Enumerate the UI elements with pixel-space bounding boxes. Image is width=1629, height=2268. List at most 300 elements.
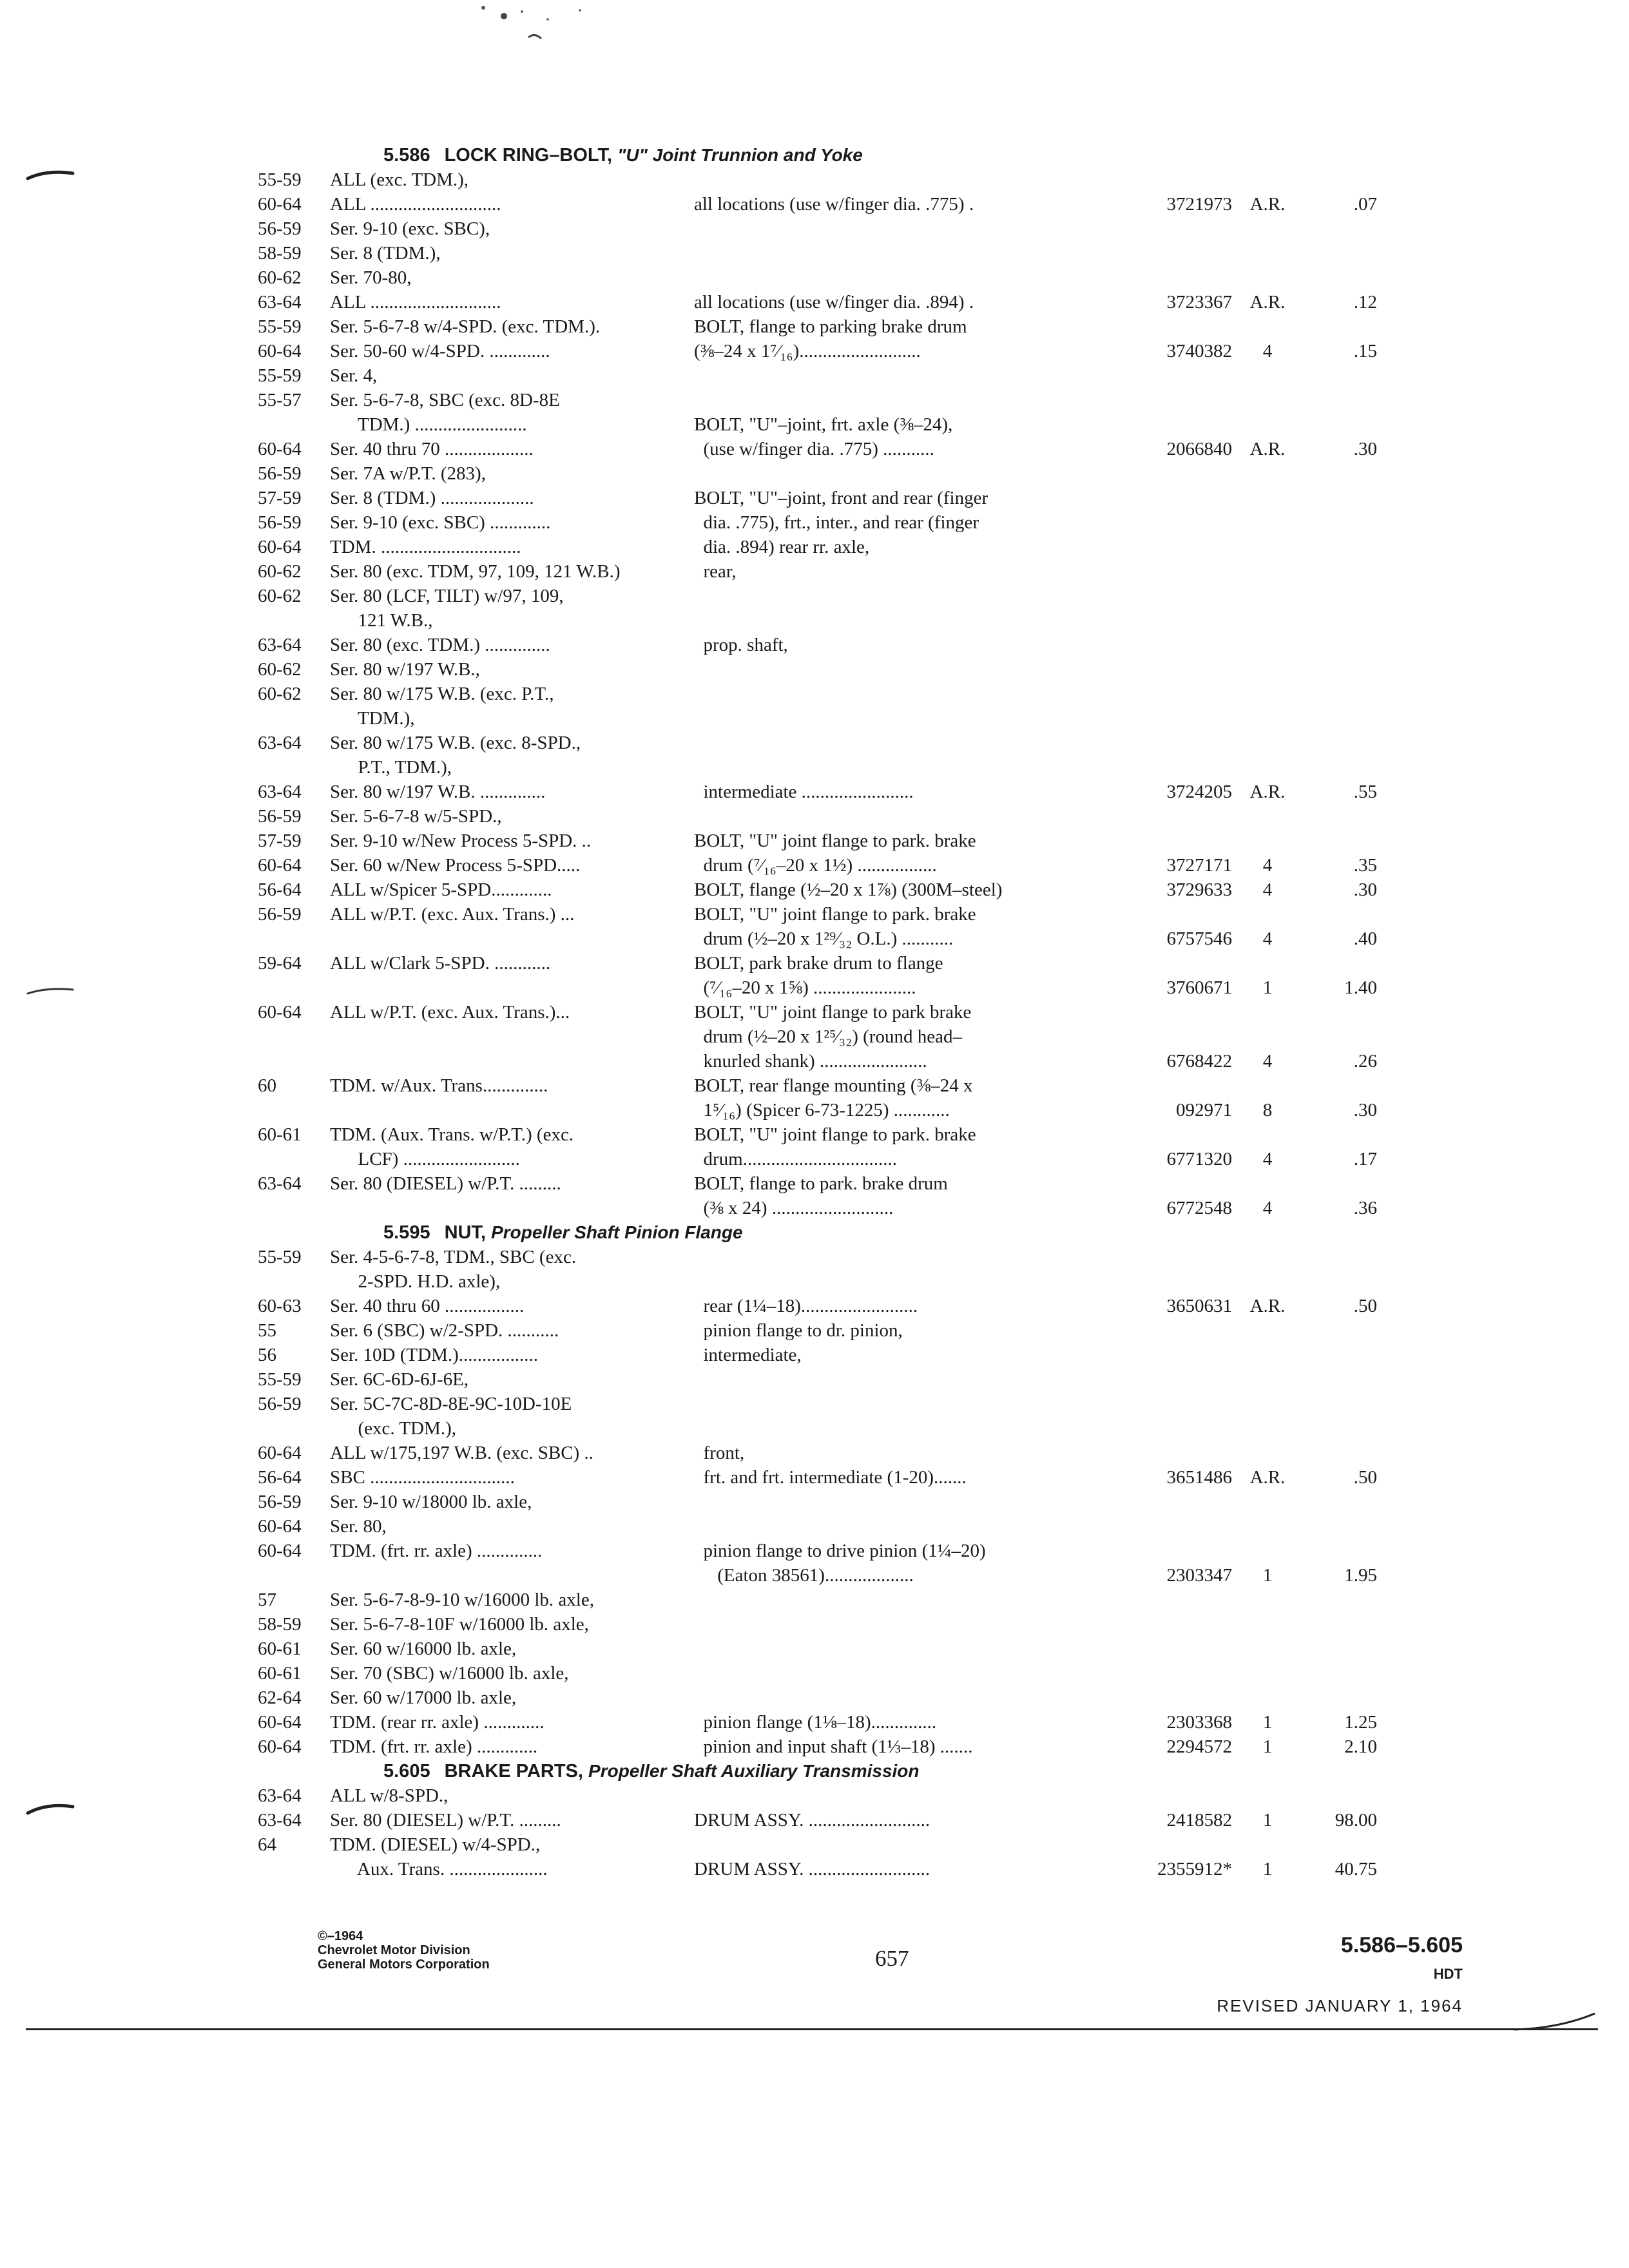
price-cell (1303, 388, 1377, 412)
parts-row (258, 1832, 1482, 1857)
price-cell (1303, 1588, 1377, 1612)
part-number-cell (1126, 829, 1232, 853)
footer-rule (26, 2028, 1598, 2030)
part-number-cell (1126, 461, 1232, 486)
price-cell (1303, 168, 1377, 192)
years-cell: 64 (258, 1834, 276, 1855)
quantity-cell (1232, 265, 1303, 290)
quantity-cell (1232, 363, 1303, 388)
price-cell (1303, 682, 1377, 706)
price-cell: .30 (1353, 1100, 1377, 1120)
parts-row (258, 412, 1482, 437)
years-cell: 55-59 (258, 365, 302, 386)
price-cell (1303, 902, 1377, 927)
quantity-cell (1232, 1245, 1303, 1269)
quantity-cell (1232, 1269, 1303, 1294)
price-cell (1303, 1514, 1377, 1539)
application-cell: Ser. 70 (SBC) w/16000 lb. axle, (330, 1663, 569, 1684)
parts-row (258, 1098, 1482, 1122)
section-number: 5.595 (383, 1222, 430, 1243)
application-cell: Ser. 7A w/P.T. (283), (330, 463, 486, 484)
application-cell: Ser. 50-60 w/4-SPD. ............. (330, 341, 550, 361)
description-cell: dia. .894) rear rr. axle, (694, 537, 870, 557)
parts-row (258, 1637, 1482, 1661)
quantity-cell (1232, 241, 1303, 265)
quantity-cell (1232, 1514, 1303, 1539)
parts-row (258, 290, 1482, 314)
description-cell (694, 388, 1126, 412)
price-cell (1303, 608, 1377, 633)
application-cell: Ser. 40 thru 60 ................. (330, 1296, 525, 1316)
parts-row (258, 168, 1482, 192)
years-cell: 57-59 (258, 488, 302, 508)
price-cell: .12 (1353, 292, 1377, 312)
years-cell: 55-59 (258, 1369, 302, 1390)
price-cell (1303, 584, 1377, 608)
quantity-cell (1232, 657, 1303, 682)
years-cell (258, 1563, 330, 1588)
part-number-cell (1126, 804, 1232, 829)
part-number-cell: 3723367 (1166, 292, 1232, 312)
years-cell: 60-64 (258, 855, 302, 876)
parts-row (258, 535, 1482, 559)
price-cell (1303, 657, 1377, 682)
section-subtitle: "U" Joint Trunnion and Yoke (617, 145, 863, 165)
quantity-cell (1232, 559, 1303, 584)
years-cell (258, 755, 330, 780)
years-cell: 55-59 (258, 169, 302, 190)
price-cell (1303, 951, 1377, 975)
quantity-cell (1232, 1490, 1303, 1514)
binder-hole-mark-middle (24, 981, 76, 1000)
section-title: NUT, (444, 1222, 487, 1243)
years-cell: 60-61 (258, 1639, 302, 1659)
price-cell (1303, 755, 1377, 780)
application-cell: 121 W.B., (330, 610, 433, 631)
parts-row (258, 853, 1482, 878)
application-cell: Ser. 60 w/New Process 5-SPD..... (330, 855, 581, 876)
quantity-cell (1232, 1171, 1303, 1196)
section-range-code (1341, 1933, 1463, 1983)
quantity-cell: A.R. (1249, 1467, 1286, 1488)
years-cell: 63-64 (258, 733, 302, 753)
price-cell (1303, 1269, 1377, 1294)
section-title: BRAKE PARTS, (444, 1761, 583, 1782)
years-cell: 63-64 (258, 635, 302, 655)
description-cell: (⅜ x 24) .......................... (694, 1198, 894, 1218)
application-cell: Ser. 80 w/175 W.B. (exc. 8-SPD., (330, 733, 581, 753)
part-number-cell: 3724205 (1166, 782, 1232, 802)
description-cell: BOLT, "U"–joint, frt. axle (⅜–24), (694, 414, 953, 435)
price-cell (1303, 1245, 1377, 1269)
description-cell (694, 1783, 1126, 1808)
part-number-cell (1126, 535, 1232, 559)
quantity-cell: 1 (1262, 977, 1273, 998)
parts-row (258, 1735, 1482, 1759)
years-cell: 60-61 (258, 1124, 302, 1145)
part-number-cell (1126, 1514, 1232, 1539)
part-number-cell (1126, 168, 1232, 192)
application-cell: TDM. (frt. rr. axle) .............. (330, 1541, 543, 1561)
revision-date: REVISED JANUARY 1, 1964 (1217, 1996, 1463, 2015)
description-cell (694, 706, 1126, 731)
quantity-cell: 4 (1262, 928, 1273, 949)
years-cell (258, 1024, 330, 1049)
description-cell: (Eaton 38561)................... (694, 1565, 914, 1586)
application-cell: ALL w/Clark 5-SPD. ............ (330, 953, 551, 974)
part-number-cell (1126, 1612, 1232, 1637)
quantity-cell (1232, 731, 1303, 755)
copyright-year: ©–1964 (318, 1929, 363, 1943)
years-cell: 60-64 (258, 194, 302, 215)
description-cell (694, 804, 1126, 829)
description-cell: intermediate ........................ (694, 782, 914, 802)
parts-row (258, 927, 1482, 951)
quantity-cell (1232, 1318, 1303, 1343)
parts-row (258, 314, 1482, 339)
parts-row (258, 1612, 1482, 1637)
description-cell (694, 1686, 1126, 1710)
application-cell (330, 1049, 694, 1073)
parts-row (258, 1588, 1482, 1612)
years-cell: 60-63 (258, 1296, 302, 1316)
price-cell: .30 (1353, 879, 1377, 900)
application-cell: Ser. 80 (exc. TDM.) .............. (330, 635, 550, 655)
quantity-cell: A.R. (1249, 194, 1286, 215)
parts-row (258, 559, 1482, 584)
parts-row (258, 633, 1482, 657)
part-number-cell: 3727171 (1166, 855, 1232, 876)
price-cell (1303, 1612, 1377, 1637)
part-number-cell (1126, 1392, 1232, 1416)
description-cell: BOLT, park brake drum to flange (694, 953, 943, 974)
section-heading (258, 1220, 1482, 1245)
price-cell: 1.95 (1344, 1565, 1377, 1586)
years-cell (258, 1098, 330, 1122)
application-cell: Ser. 5-6-7-8, SBC (exc. 8D-8E (330, 390, 560, 410)
years-cell (258, 1147, 330, 1171)
price-cell: 2.10 (1344, 1736, 1377, 1757)
parts-row (258, 388, 1482, 412)
quantity-cell (1232, 535, 1303, 559)
part-number-cell: 3760671 (1166, 977, 1232, 998)
price-cell (1303, 1539, 1377, 1563)
part-number-cell (1126, 412, 1232, 437)
part-number-cell (1126, 486, 1232, 510)
application-cell: Ser. 6 (SBC) w/2-SPD. ........... (330, 1320, 559, 1341)
part-number-cell (1126, 1490, 1232, 1514)
description-cell (694, 584, 1126, 608)
part-number-cell (1126, 951, 1232, 975)
application-cell: Ser. 9-10 w/New Process 5-SPD. .. (330, 831, 592, 851)
description-cell: intermediate, (694, 1345, 802, 1365)
part-number-cell (1126, 584, 1232, 608)
years-cell: 63-64 (258, 1785, 302, 1806)
quantity-cell: 1 (1262, 1736, 1273, 1757)
years-cell (258, 1416, 330, 1441)
description-cell (694, 216, 1126, 241)
quantity-cell (1232, 1441, 1303, 1465)
application-cell: (exc. TDM.), (330, 1418, 456, 1439)
description-cell: dia. .775), frt., inter., and rear (finger (694, 512, 979, 533)
description-cell (694, 682, 1126, 706)
application-cell: Ser. 10D (TDM.)................. (330, 1345, 539, 1365)
quantity-cell (1232, 608, 1303, 633)
parts-row (258, 1416, 1482, 1441)
price-cell: 40.75 (1335, 1859, 1377, 1879)
quantity-cell (1232, 461, 1303, 486)
part-number-cell: 2418582 (1166, 1810, 1232, 1831)
application-cell: Ser. 80 (exc. TDM, 97, 109, 121 W.B.) (330, 561, 621, 582)
description-cell: BOLT, rear flange mounting (⅜–24 x (694, 1075, 973, 1096)
description-cell: BOLT, flange to parking brake drum (694, 316, 967, 337)
description-cell (694, 1367, 1126, 1392)
quantity-cell (1232, 1783, 1303, 1808)
part-number-cell (1126, 706, 1232, 731)
application-cell: Ser. 6C-6D-6J-6E, (330, 1369, 469, 1390)
parts-row (258, 1539, 1482, 1563)
parts-row (258, 1171, 1482, 1196)
quantity-cell (1232, 1637, 1303, 1661)
quantity-cell (1232, 1416, 1303, 1441)
part-number-cell (1126, 1073, 1232, 1098)
application-cell: Ser. 80, (330, 1516, 387, 1537)
parts-row (258, 1441, 1482, 1465)
parts-section (258, 1220, 1482, 1759)
application-cell (330, 927, 694, 951)
years-cell: 56-64 (258, 1467, 302, 1488)
quantity-cell: A.R. (1249, 439, 1286, 459)
part-number-cell (1126, 1783, 1232, 1808)
part-number-cell (1126, 1171, 1232, 1196)
copyright-corporation: General Motors Corporation (318, 1957, 490, 1972)
price-cell: .07 (1353, 194, 1377, 215)
application-cell: Ser. 80 w/197 W.B. .............. (330, 782, 546, 802)
quantity-cell (1232, 951, 1303, 975)
part-number-cell (1126, 241, 1232, 265)
description-cell: BOLT, "U" joint flange to park. brake (694, 904, 976, 925)
part-number-cell (1126, 559, 1232, 584)
parts-row (258, 804, 1482, 829)
description-cell: drum (⁷⁄₁₆–20 x 1½) ................. (694, 855, 937, 876)
price-cell (1303, 1392, 1377, 1416)
parts-row (258, 339, 1482, 363)
description-cell (694, 657, 1126, 682)
quantity-cell (1232, 486, 1303, 510)
quantity-cell (1232, 1122, 1303, 1147)
description-cell (694, 1637, 1126, 1661)
parts-row (258, 1514, 1482, 1539)
part-number-cell: 2066840 (1166, 439, 1232, 459)
quantity-cell: A.R. (1249, 1296, 1286, 1316)
parts-row (258, 1000, 1482, 1024)
parts-row (258, 1049, 1482, 1073)
application-cell: TDM. (DIESEL) w/4-SPD., (330, 1834, 541, 1855)
years-cell: 55 (258, 1320, 276, 1341)
description-cell (694, 265, 1126, 290)
description-cell (694, 1612, 1126, 1637)
description-cell (694, 168, 1126, 192)
part-number-cell: 2355912* (1157, 1859, 1232, 1879)
part-number-cell (1126, 1539, 1232, 1563)
price-cell (1303, 1024, 1377, 1049)
quantity-cell (1232, 1000, 1303, 1024)
description-cell: pinion flange (1⅛–18).............. (694, 1712, 937, 1733)
parts-row (258, 1122, 1482, 1147)
price-cell (1303, 216, 1377, 241)
part-number-cell (1126, 902, 1232, 927)
price-cell (1303, 804, 1377, 829)
parts-row (258, 216, 1482, 241)
description-cell: BOLT, "U" joint flange to park. brake (694, 1124, 976, 1145)
parts-row (258, 1563, 1482, 1588)
quantity-cell (1232, 1686, 1303, 1710)
part-number-cell (1126, 633, 1232, 657)
price-cell (1303, 1367, 1377, 1392)
price-cell (1303, 829, 1377, 853)
application-cell: TDM. (Aux. Trans. w/P.T.) (exc. (330, 1124, 574, 1145)
application-cell: TDM.) ........................ (330, 414, 527, 435)
years-cell (258, 1196, 330, 1220)
quantity-cell (1232, 804, 1303, 829)
parts-row (258, 1269, 1482, 1294)
quantity-cell (1232, 1832, 1303, 1857)
price-cell (1303, 486, 1377, 510)
part-number-cell (1126, 755, 1232, 780)
years-cell: 60-62 (258, 586, 302, 606)
application-cell: P.T., TDM.), (330, 757, 452, 778)
application-cell: Ser. 80 (LCF, TILT) w/97, 109, (330, 586, 564, 606)
application-cell: Ser. 8 (TDM.) .................... (330, 488, 534, 508)
section-heading (258, 143, 1482, 168)
price-cell (1303, 1171, 1377, 1196)
description-cell: BOLT, "U" joint flange to park brake (694, 1002, 972, 1023)
years-cell: 55-57 (258, 390, 302, 410)
years-cell: 63-64 (258, 292, 302, 312)
description-cell (694, 608, 1126, 633)
part-number-cell (1126, 608, 1232, 633)
parts-row (258, 510, 1482, 535)
price-cell: .55 (1353, 782, 1377, 802)
quantity-cell (1232, 168, 1303, 192)
price-cell (1303, 241, 1377, 265)
description-cell (694, 1416, 1126, 1441)
description-cell (694, 1245, 1126, 1269)
part-number-cell: 3650631 (1166, 1296, 1232, 1316)
description-cell: BOLT, flange (½–20 x 1⅞) (300M–steel) (694, 879, 1003, 900)
years-cell (258, 706, 330, 731)
application-cell: Ser. 40 thru 70 ................... (330, 439, 534, 459)
quantity-cell (1232, 1661, 1303, 1686)
description-cell (694, 1514, 1126, 1539)
price-cell (1303, 1637, 1377, 1661)
parts-row (258, 1294, 1482, 1318)
quantity-cell: A.R. (1249, 292, 1286, 312)
parts-row (258, 975, 1482, 1000)
quantity-cell: 4 (1262, 855, 1273, 876)
binder-hole-mark-bottom (24, 1798, 76, 1817)
application-cell: Ser. 5-6-7-8 w/4-SPD. (exc. TDM.). (330, 316, 601, 337)
quantity-cell: 1 (1262, 1565, 1273, 1586)
part-number-cell (1126, 657, 1232, 682)
price-cell (1303, 1490, 1377, 1514)
quantity-cell (1232, 1073, 1303, 1098)
part-number-cell (1126, 1122, 1232, 1147)
application-cell: SBC ............................... (330, 1467, 515, 1488)
price-cell (1303, 1343, 1377, 1367)
price-cell: .50 (1353, 1296, 1377, 1316)
years-cell: 56-59 (258, 218, 302, 239)
parts-section (258, 1759, 1482, 1881)
application-cell: Aux. Trans. ..................... (330, 1859, 548, 1879)
quantity-cell: 4 (1262, 341, 1273, 361)
part-number-cell: 3651486 (1166, 1467, 1232, 1488)
part-number-cell (1126, 1637, 1232, 1661)
description-cell: prop. shaft, (694, 635, 788, 655)
application-cell: TDM. (frt. rr. axle) ............. (330, 1736, 538, 1757)
price-cell (1303, 314, 1377, 339)
part-number-cell: 3740382 (1166, 341, 1232, 361)
years-cell: 60-64 (258, 1516, 302, 1537)
price-cell (1303, 265, 1377, 290)
quantity-cell (1232, 1392, 1303, 1416)
application-cell: Ser. 9-10 (exc. SBC) ............. (330, 512, 551, 533)
years-cell (258, 975, 330, 1000)
binder-hole-mark-top (24, 164, 76, 184)
part-number-cell: 3721973 (1166, 194, 1232, 215)
description-cell: pinion and input shaft (1⅓–18) ....... (694, 1736, 973, 1757)
application-cell: Ser. 5-6-7-8-10F w/16000 lb. axle, (330, 1614, 589, 1635)
quantity-cell (1232, 706, 1303, 731)
description-cell: all locations (use w/finger dia. .775) . (694, 194, 974, 215)
part-number-cell (1126, 510, 1232, 535)
parts-row (258, 755, 1482, 780)
price-cell (1303, 1416, 1377, 1441)
application-cell (330, 1024, 694, 1049)
application-cell: LCF) ......................... (330, 1149, 520, 1169)
part-number-cell (1126, 363, 1232, 388)
part-number-cell (1126, 1000, 1232, 1024)
part-number-cell (1126, 314, 1232, 339)
parts-row (258, 829, 1482, 853)
application-cell: Ser. 5-6-7-8 w/5-SPD., (330, 806, 502, 827)
parts-row (258, 682, 1482, 706)
scan-specks (464, 0, 631, 58)
parts-row (258, 1857, 1482, 1881)
parts-row (258, 1147, 1482, 1171)
part-number-cell (1126, 1832, 1232, 1857)
part-number-cell (1126, 1343, 1232, 1367)
years-cell: 60-64 (258, 1712, 302, 1733)
parts-row (258, 878, 1482, 902)
price-cell (1303, 1686, 1377, 1710)
parts-row (258, 437, 1482, 461)
parts-row (258, 1073, 1482, 1098)
application-cell: Ser. 80 (DIESEL) w/P.T. ......... (330, 1173, 561, 1194)
part-number-cell (1126, 1588, 1232, 1612)
parts-row (258, 657, 1482, 682)
quantity-cell (1232, 1539, 1303, 1563)
description-cell: drum (½–20 x 1²⁵⁄₃₂) (round head– (694, 1026, 962, 1047)
price-cell: 98.00 (1335, 1810, 1377, 1831)
years-cell: 56-59 (258, 904, 302, 925)
description-cell: BOLT, "U" joint flange to park. brake (694, 831, 976, 851)
application-cell: Ser. 70-80, (330, 267, 412, 288)
quantity-cell (1232, 755, 1303, 780)
quantity-cell (1232, 314, 1303, 339)
application-cell (330, 1563, 694, 1588)
parts-row (258, 192, 1482, 216)
